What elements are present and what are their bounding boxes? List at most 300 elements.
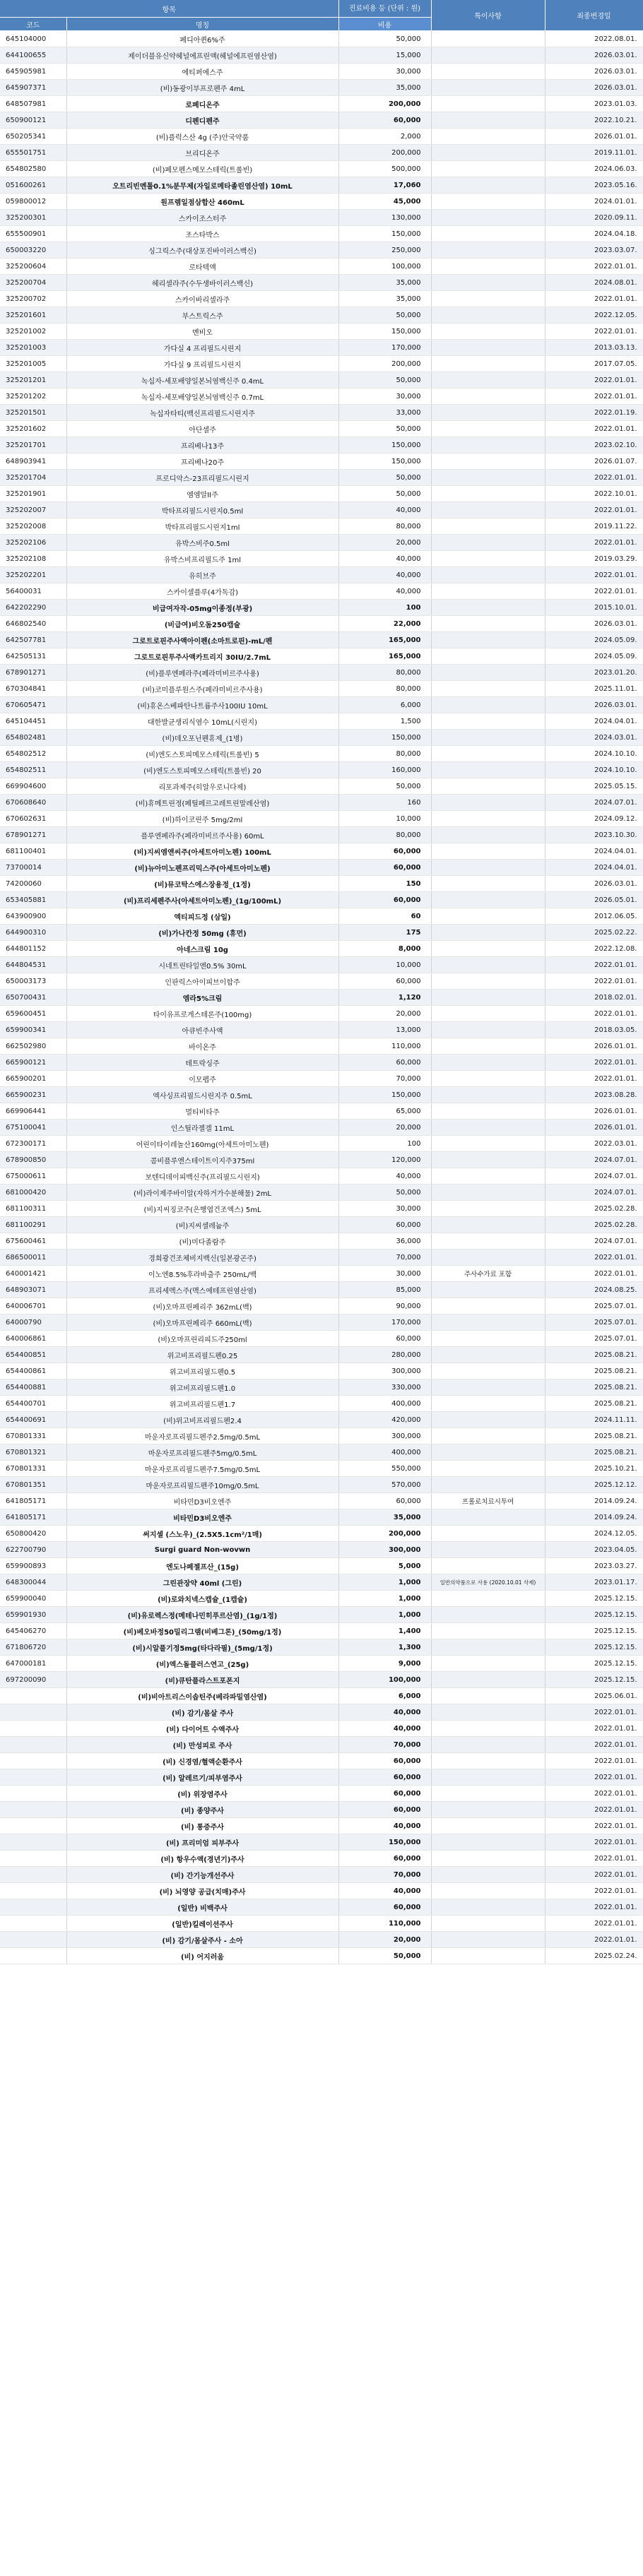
row-date: 2024.07.01.	[545, 795, 643, 811]
row-name: (비)오마프린페리주 660mL(백)	[66, 1314, 338, 1331]
row-date: 2022.03.01.	[545, 1136, 643, 1152]
row-code: 659901930	[0, 1607, 66, 1623]
row-name: (비)비아트리스이솝틴주(베라파밀염산염)	[66, 1688, 338, 1704]
row-fee: 60	[338, 908, 431, 925]
row-code: 74200060	[0, 876, 66, 892]
row-note	[431, 80, 545, 96]
row-fee: 33,000	[338, 405, 431, 421]
row-fee: 1,400	[338, 1623, 431, 1639]
row-date: 2019.03.29.	[545, 551, 643, 567]
row-name: 시네트린타일엔0.5% 30mL	[66, 957, 338, 973]
table-row	[0, 632, 643, 648]
row-name: 로타텍액	[66, 259, 338, 275]
row-code: 650900121	[0, 112, 66, 129]
row-fee: 85,000	[338, 1282, 431, 1298]
row-name: 멘비오	[66, 324, 338, 340]
row-name: (비) 다이어트 수액주사	[66, 1721, 338, 1737]
row-code: 654400701	[0, 1396, 66, 1412]
row-code: 646802540	[0, 616, 66, 632]
row-note	[431, 259, 545, 275]
row-name: 인스틸라젤겔 11mL	[66, 1120, 338, 1136]
row-fee: 40,000	[338, 567, 431, 583]
row-date: 2024.09.12.	[545, 811, 643, 827]
row-date: 2026.03.01.	[545, 876, 643, 892]
row-date: 2025.08.21.	[545, 1347, 643, 1363]
row-name: (비) 종양주사	[66, 1802, 338, 1818]
row-code	[0, 1786, 66, 1802]
row-name: (비) 항우수액(경년기)주사	[66, 1851, 338, 1867]
row-fee: 150,000	[338, 437, 431, 453]
table-row	[0, 64, 643, 80]
row-date: 2018.02.01.	[545, 990, 643, 1006]
row-note	[431, 1055, 545, 1071]
row-code: 670801331	[0, 1428, 66, 1444]
row-fee: 17,060	[338, 177, 431, 194]
table-row	[0, 1916, 643, 1932]
row-note	[431, 1168, 545, 1185]
row-date: 2022.01.01.	[545, 1786, 643, 1802]
row-date: 2026.01.01.	[545, 1038, 643, 1055]
table-row	[0, 1558, 643, 1574]
row-name: 프리베나13주	[66, 437, 338, 453]
row-name: (비)플루엔페라주(페라미비르주사용)	[66, 665, 338, 681]
row-name: 마운자로프리필드펜주2.5mg/0.5mL	[66, 1428, 338, 1444]
row-note	[431, 1721, 545, 1737]
row-note	[431, 925, 545, 941]
row-name: 오트리빈멘톨0.1%분무제(자일로메타졸린염산염) 10mL	[66, 177, 338, 194]
row-date: 2022.01.01.	[545, 372, 643, 388]
row-date: 2022.01.01.	[545, 388, 643, 405]
table-row	[0, 892, 643, 908]
row-note	[431, 1932, 545, 1948]
row-fee: 60,000	[338, 860, 431, 876]
row-code	[0, 1916, 66, 1932]
row-name: 써지셀 (스노우)_(2.5X5.1cm²/1매)	[66, 1526, 338, 1542]
row-note	[431, 697, 545, 713]
row-code: 325200604	[0, 259, 66, 275]
row-note	[431, 1867, 545, 1883]
row-note	[431, 226, 545, 242]
row-note	[431, 1769, 545, 1786]
row-date: 2024.04.01.	[545, 843, 643, 860]
row-note	[431, 973, 545, 990]
row-date: 2022.01.01.	[545, 1737, 643, 1753]
row-fee: 100	[338, 1136, 431, 1152]
row-name: (비) 알레르기/피부염주사	[66, 1769, 338, 1786]
row-date: 2024.04.01.	[545, 713, 643, 730]
table-row	[0, 275, 643, 291]
row-name: 원프렘일점삼합산 460mL	[66, 194, 338, 210]
row-fee: 160,000	[338, 762, 431, 778]
row-code: 659600451	[0, 1006, 66, 1022]
table-row	[0, 648, 643, 665]
row-name: (비) 뇌영양 공급(치매)주사	[66, 1883, 338, 1899]
row-date: 2019.11.01.	[545, 145, 643, 161]
table-row	[0, 1623, 643, 1639]
row-date: 2025.07.01.	[545, 1298, 643, 1314]
row-fee: 40,000	[338, 1704, 431, 1721]
row-date: 2025.02.24.	[545, 1948, 643, 1964]
row-fee: 200,000	[338, 356, 431, 372]
row-fee: 60,000	[338, 1899, 431, 1916]
row-date: 2023.04.05.	[545, 1542, 643, 1558]
table-row	[0, 1185, 643, 1201]
row-code: 669906441	[0, 1103, 66, 1120]
row-note	[431, 112, 545, 129]
row-name: 로페디온주	[66, 96, 338, 112]
row-date: 2023.03.27.	[545, 1558, 643, 1574]
row-note	[431, 1834, 545, 1851]
row-fee: 45,000	[338, 194, 431, 210]
row-name: 위고비프리필드펜1.7	[66, 1396, 338, 1412]
row-code: 640006861	[0, 1331, 66, 1347]
row-date: 2024.07.01.	[545, 1233, 643, 1250]
table-row	[0, 1591, 643, 1607]
row-fee: 50,000	[338, 470, 431, 486]
row-date: 2022.01.01.	[545, 421, 643, 437]
row-fee: 60,000	[338, 1753, 431, 1769]
table-row	[0, 1363, 643, 1379]
row-note	[431, 1022, 545, 1038]
row-date: 2024.03.01.	[545, 730, 643, 746]
row-note	[431, 437, 545, 453]
row-fee: 70,000	[338, 1737, 431, 1753]
row-code	[0, 1721, 66, 1737]
table-row	[0, 535, 643, 551]
row-date: 2024.10.10.	[545, 746, 643, 762]
row-code	[0, 1802, 66, 1818]
row-name: (비)유로렉스정(메테나민히푸르산염)_(1g/1정)	[66, 1607, 338, 1623]
row-note	[431, 421, 545, 437]
row-name: (비급여)비오돔250캡슐	[66, 616, 338, 632]
row-name: (비)오마프린페리주 362mL(백)	[66, 1298, 338, 1314]
row-note	[431, 1818, 545, 1834]
row-date: 2025.12.15.	[545, 1591, 643, 1607]
table-row	[0, 697, 643, 713]
row-code: 659900040	[0, 1591, 66, 1607]
row-name: 그로트로핀주사액아이펜(소마트로핀)-mL/펜	[66, 632, 338, 648]
table-row	[0, 470, 643, 486]
row-name: 보텐디데이피백신주(프리필드시린지)	[66, 1168, 338, 1185]
table-row	[0, 1509, 643, 1526]
table-row	[0, 1802, 643, 1818]
row-note	[431, 1526, 545, 1542]
row-note	[431, 1006, 545, 1022]
row-note	[431, 1071, 545, 1087]
table-row	[0, 1737, 643, 1753]
code-header: 코드	[0, 18, 66, 31]
row-fee: 300,000	[338, 1428, 431, 1444]
row-note	[431, 1314, 545, 1331]
row-name: 유박스비주0.5ml	[66, 535, 338, 551]
table-row	[0, 616, 643, 632]
row-code	[0, 1818, 66, 1834]
row-fee: 150,000	[338, 1834, 431, 1851]
row-date: 2022.01.01.	[545, 1006, 643, 1022]
row-fee: 50,000	[338, 486, 431, 502]
row-date: 2022.01.01.	[545, 957, 643, 973]
table-row	[0, 1721, 643, 1737]
table-row	[0, 746, 643, 762]
row-fee: 60,000	[338, 1786, 431, 1802]
table-row	[0, 1233, 643, 1250]
row-fee: 40,000	[338, 1721, 431, 1737]
row-name: (비) 통증주사	[66, 1818, 338, 1834]
table-row	[0, 860, 643, 876]
row-note	[431, 1509, 545, 1526]
row-fee: 500,000	[338, 161, 431, 177]
row-name: (비) 감기/몸살주사 - 소아	[66, 1932, 338, 1948]
row-fee: 10,000	[338, 811, 431, 827]
row-date: 2022.01.01.	[545, 1818, 643, 1834]
row-date: 2023.01.03.	[545, 96, 643, 112]
row-name: 헤리셀라주(수두생바이러스백신)	[66, 275, 338, 291]
table-row	[0, 194, 643, 210]
row-note	[431, 1737, 545, 1753]
row-name: 엔도나페젤프산_(15g)	[66, 1558, 338, 1574]
row-date: 2022.01.01.	[545, 1899, 643, 1916]
row-fee: 300,000	[338, 1363, 431, 1379]
row-fee: 1,500	[338, 713, 431, 730]
table-row	[0, 259, 643, 275]
row-code: 654802512	[0, 746, 66, 762]
table-row	[0, 210, 643, 226]
table-row	[0, 1899, 643, 1916]
row-date: 2022.01.01.	[545, 1916, 643, 1932]
row-date: 2022.01.01.	[545, 1721, 643, 1737]
row-note	[431, 453, 545, 470]
row-date: 2025.08.21.	[545, 1396, 643, 1412]
row-note	[431, 1948, 545, 1964]
row-note	[431, 827, 545, 843]
table-row	[0, 1006, 643, 1022]
row-code: 654400861	[0, 1363, 66, 1379]
row-note	[431, 1477, 545, 1493]
row-note	[431, 681, 545, 697]
table-row	[0, 1704, 643, 1721]
table-row	[0, 1201, 643, 1217]
row-date: 2013.03.13.	[545, 340, 643, 356]
row-fee: 70,000	[338, 1867, 431, 1883]
row-note	[431, 486, 545, 502]
row-date: 2024.07.01.	[545, 1168, 643, 1185]
table-row	[0, 778, 643, 795]
row-name: 비급여자작-05mg이종정(부광)	[66, 600, 338, 616]
table-row	[0, 1331, 643, 1347]
row-fee: 60,000	[338, 843, 431, 860]
row-code: 642507781	[0, 632, 66, 648]
table-row	[0, 177, 643, 194]
row-date: 2026.03.01.	[545, 616, 643, 632]
row-note	[431, 583, 545, 600]
row-fee: 60,000	[338, 892, 431, 908]
row-fee: 175	[338, 925, 431, 941]
row-code: 059800012	[0, 194, 66, 210]
row-date: 2022.01.01.	[545, 1071, 643, 1087]
row-code: 647000181	[0, 1656, 66, 1672]
row-note	[431, 746, 545, 762]
table-row	[0, 1428, 643, 1444]
table-row	[0, 1883, 643, 1899]
row-date: 2025.08.21.	[545, 1428, 643, 1444]
table-row	[0, 1314, 643, 1331]
row-name: (비) 간기능개선주사	[66, 1867, 338, 1883]
row-code: 640001421	[0, 1266, 66, 1282]
table-row	[0, 1055, 643, 1071]
row-date: 2026.03.01.	[545, 697, 643, 713]
row-fee: 330,000	[338, 1379, 431, 1396]
row-date: 2022.01.01.	[545, 502, 643, 518]
row-note	[431, 161, 545, 177]
row-fee: 10,000	[338, 957, 431, 973]
row-date: 2015.10.01.	[545, 600, 643, 616]
table-row	[0, 1639, 643, 1656]
row-date: 2025.06.01.	[545, 1688, 643, 1704]
row-code: 681100311	[0, 1201, 66, 1217]
row-code: 325202106	[0, 535, 66, 551]
row-note	[431, 210, 545, 226]
row-note	[431, 860, 545, 876]
row-fee: 420,000	[338, 1412, 431, 1428]
row-date: 2022.01.01.	[545, 535, 643, 551]
table-row	[0, 307, 643, 324]
row-code	[0, 1769, 66, 1786]
row-date: 2020.09.11.	[545, 210, 643, 226]
row-code	[0, 1834, 66, 1851]
row-fee: 150,000	[338, 453, 431, 470]
row-name: (비)지씨엠앤씨주(아세트아미노펜) 100mL	[66, 843, 338, 860]
row-fee: 50,000	[338, 1185, 431, 1201]
row-fee: 400,000	[338, 1396, 431, 1412]
row-code	[0, 1851, 66, 1867]
table-row	[0, 827, 643, 843]
table-row	[0, 730, 643, 746]
row-fee: 70,000	[338, 1250, 431, 1266]
row-name: 엠엠알II주	[66, 486, 338, 502]
row-note	[431, 535, 545, 551]
row-code: 648507981	[0, 96, 66, 112]
row-note	[431, 1217, 545, 1233]
table-row	[0, 1948, 643, 1964]
row-code: 644900310	[0, 925, 66, 941]
row-code: 678901271	[0, 827, 66, 843]
row-note	[431, 1298, 545, 1314]
row-name: 녹십자-세포배양일본뇌염백신주 0.4mL	[66, 372, 338, 388]
row-date: 2018.03.05.	[545, 1022, 643, 1038]
row-name: 위고비프리필드펜1.0	[66, 1379, 338, 1396]
row-fee: 250,000	[338, 242, 431, 259]
row-date: 2024.07.01.	[545, 1185, 643, 1201]
row-name: (비)하이코린주 5mg/2ml	[66, 811, 338, 827]
row-name: 가다실 9 프리필드시린지	[66, 356, 338, 372]
row-date: 2025.05.15.	[545, 778, 643, 795]
row-note	[431, 1428, 545, 1444]
row-date: 2022.01.01.	[545, 1769, 643, 1786]
row-note	[431, 1656, 545, 1672]
row-date: 2025.12.15.	[545, 1672, 643, 1688]
row-code: 645104000	[0, 31, 66, 47]
row-fee: 50,000	[338, 421, 431, 437]
table-row	[0, 1477, 643, 1493]
row-code: 675000611	[0, 1168, 66, 1185]
row-fee: 200,000	[338, 145, 431, 161]
row-date: 2023.03.07.	[545, 242, 643, 259]
row-name: (비)데오포닌펜휴제_(1병)	[66, 730, 338, 746]
row-date: 2022.01.01.	[545, 1883, 643, 1899]
row-date: 2025.02.28.	[545, 1217, 643, 1233]
row-date: 2014.09.24.	[545, 1509, 643, 1526]
row-note	[431, 1087, 545, 1103]
row-date: 2024.12.05.	[545, 1526, 643, 1542]
row-name: (비)페모펜스메모스테릭(트롤빈)	[66, 161, 338, 177]
row-code: 325202108	[0, 551, 66, 567]
row-date: 2022.01.01.	[545, 1266, 643, 1282]
row-name: 위고비프리필드펜0.25	[66, 1347, 338, 1363]
row-name: 아네스크림 10g	[66, 941, 338, 957]
row-code: 662502980	[0, 1038, 66, 1055]
table-row	[0, 600, 643, 616]
table-row	[0, 1834, 643, 1851]
table-row	[0, 583, 643, 600]
row-code: 670605471	[0, 697, 66, 713]
row-code: 654400881	[0, 1379, 66, 1396]
row-date: 2022.08.01.	[545, 31, 643, 47]
row-note: 프롤로치료시투여	[431, 1493, 545, 1509]
row-note	[431, 1883, 545, 1899]
table-row	[0, 713, 643, 730]
row-name: 멀티비타주	[66, 1103, 338, 1120]
row-fee: 60,000	[338, 1851, 431, 1867]
row-note	[431, 616, 545, 632]
row-code: 665900231	[0, 1087, 66, 1103]
row-fee: 80,000	[338, 518, 431, 535]
table-row	[0, 421, 643, 437]
row-code: 645907371	[0, 80, 66, 96]
row-code: 671806720	[0, 1639, 66, 1656]
row-fee: 80,000	[338, 681, 431, 697]
table-row	[0, 811, 643, 827]
table-row	[0, 1038, 643, 1055]
row-code: 681000420	[0, 1185, 66, 1201]
row-name: 스카이바리셀라주	[66, 291, 338, 307]
row-date: 2022.01.01.	[545, 1802, 643, 1818]
row-fee: 80,000	[338, 746, 431, 762]
row-fee: 100,000	[338, 1672, 431, 1688]
row-code: 325201601	[0, 307, 66, 324]
row-code: 325201002	[0, 324, 66, 340]
table-row	[0, 1574, 643, 1591]
table-row	[0, 405, 643, 421]
table-row	[0, 876, 643, 892]
row-fee: 20,000	[338, 535, 431, 551]
row-fee: 150	[338, 876, 431, 892]
row-code: 678900850	[0, 1152, 66, 1168]
row-fee: 6,000	[338, 697, 431, 713]
row-date: 2024.05.09.	[545, 648, 643, 665]
row-name: 엠라5%크림	[66, 990, 338, 1006]
row-name: (비)가나칸정 50mg (휴먼)	[66, 925, 338, 941]
row-note	[431, 990, 545, 1006]
fee-subheader: 비용	[338, 18, 431, 31]
row-date: 2024.04.01.	[545, 860, 643, 876]
row-name: 페디아퀸6%주	[66, 31, 338, 47]
row-name: 이모펩주	[66, 1071, 338, 1087]
table-row	[0, 340, 643, 356]
row-fee: 35,000	[338, 80, 431, 96]
row-date: 2025.08.21.	[545, 1379, 643, 1396]
row-note	[431, 876, 545, 892]
row-date: 2024.07.01.	[545, 1152, 643, 1168]
